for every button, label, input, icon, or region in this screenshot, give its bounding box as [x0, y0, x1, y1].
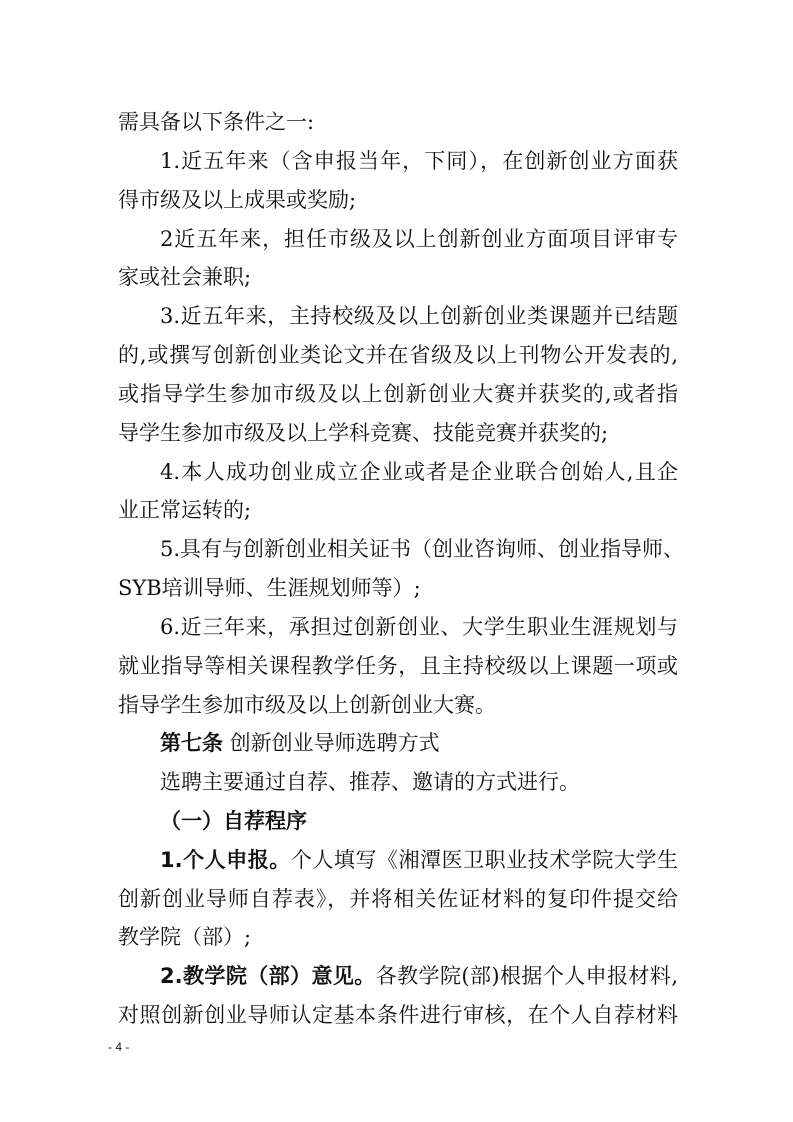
- text-line: 就业指导等相关课程教学任务，且主持校级以上课题一项或: [118, 654, 678, 678]
- item-label: 2.教学院（部）意见。: [160, 964, 376, 988]
- text-line: 的,或撰写创新创业类论文并在省级及以上刊物公开发表的,: [118, 343, 678, 367]
- item-label: 1.个人申报。: [160, 848, 291, 872]
- text-line: 选聘主要通过自荐、推荐、邀请的方式进行。: [160, 770, 580, 794]
- text-line: 业正常运转的;: [118, 498, 252, 522]
- item-text: 个人填写《湘潭医卫职业技术学院大学生: [290, 848, 678, 872]
- text-line: 6.近三年来，承担过创新创业、大学生职业生涯规划与: [160, 615, 678, 639]
- text-line: 5.具有与创新创业相关证书（创业咨询师、创业指导师、: [160, 537, 685, 561]
- article-heading: [160, 728, 678, 758]
- text-line: 需具备以下条件之一:: [118, 110, 315, 134]
- text-line: 或指导学生参加市级及以上创新创业大赛并获奖的,或者指: [118, 382, 678, 406]
- text-line: 2近五年来，担任市级及以上创新创业方面项目评审专: [160, 227, 678, 251]
- item-heading: [160, 961, 678, 991]
- item-heading: [160, 845, 678, 875]
- text-line: 3.近五年来，主持校级及以上创新创业类课题并已结题: [160, 304, 678, 328]
- text-line: 教学院（部）;: [118, 925, 252, 949]
- item-text: 各教学院(部)根据个人申报材料,: [375, 964, 679, 988]
- text-line: 导学生参加市级及以上学科竞赛、技能竞赛并获奖的;: [118, 421, 609, 445]
- text-line: 家或社会兼职;: [118, 265, 252, 289]
- article-title: 创新创业导师选聘方式: [223, 731, 440, 755]
- article-label: 第七条: [160, 731, 223, 755]
- text-line: 1.近五年来（含申报当年，下同），在创新创业方面获: [160, 149, 678, 173]
- text-line: 创新创业导师自荐表》，并将相关佐证材料的复印件提交给: [118, 887, 678, 911]
- text-line: 得市级及以上成果或奖励;: [118, 188, 357, 212]
- text-line: 4.本人成功创业成立企业或者是企业联合创始人,且企: [160, 460, 678, 484]
- section-heading: （一）自荐程序: [160, 809, 307, 833]
- text-line: SYB培训导师、生涯规划师等）;: [118, 576, 421, 600]
- text-line: 对照创新创业导师认定基本条件进行审核，在个人自荐材料: [118, 1003, 678, 1027]
- page-number: - 4 -: [108, 1040, 130, 1054]
- text-line: 指导学生参加市级及以上创新创业大赛。: [118, 693, 496, 717]
